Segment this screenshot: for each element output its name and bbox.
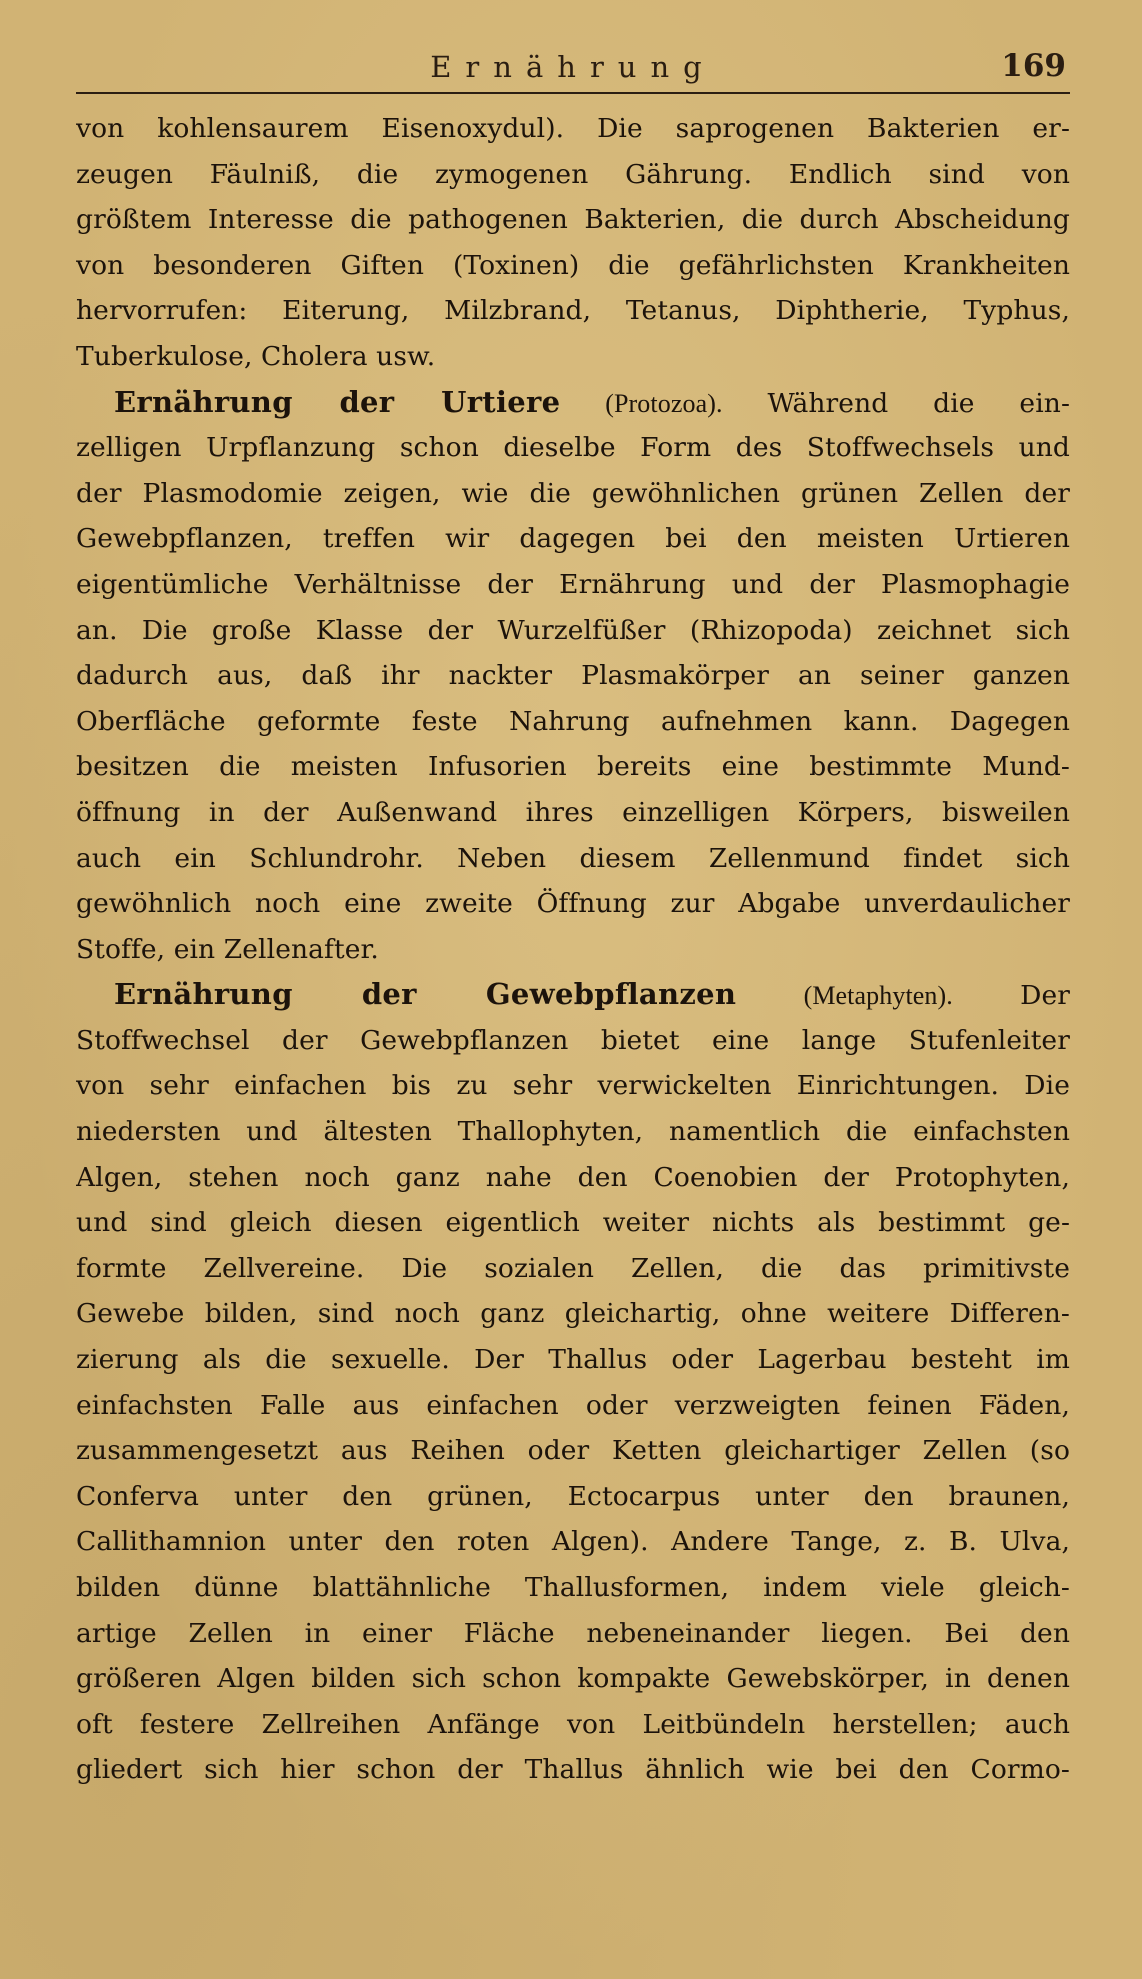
text-line: artige Zellen in einer Fläche nebeneinander liegen. Bei den [76,1617,1070,1649]
latin-term: (Protozoa). [605,388,723,418]
text-line: hervorrufen: Eiterung, Milzbrand, Tetanus, Diphtherie, Typhus, [76,295,1070,327]
page-number: 169 [1001,48,1066,84]
text-fragment: Während die ein- [767,387,1070,419]
text-fragment: Der [1020,980,1070,1012]
text-line: oft festere Zellreihen Anfänge von Leitbündeln herstellen; auch [76,1708,1070,1740]
text-line: niedersten und ältesten Thallophyten, namentlich die einfachsten [76,1116,1070,1148]
text-line: Stoffwechsel der Gewebpflanzen bietet eine lange Stufenleiter [76,1024,1070,1056]
text-line: zeugen Fäulniß, die zymogenen Gährung. Endlich sind von [76,158,1070,190]
running-title: Ernährung [430,50,716,84]
text-line: gliedert sich hier schon der Thallus ähnlich wie bei den Cormo- [76,1754,1070,1786]
text-line: zierung als die sexuelle. Der Thallus oder Lagerbau besteht im [76,1344,1070,1376]
text-line: größtem Interesse die pathogenen Bakterien, die durch Abscheidung [76,204,1070,236]
text-line: Gewebpflanzen, treffen wir dagegen bei den meisten Urtieren [76,523,1070,555]
text-line: Algen, stehen noch ganz nahe den Coenobien der Protophyten, [76,1161,1070,1193]
text-line: Gewebe bilden, sind noch ganz gleichartig, ohne weitere Differen- [76,1298,1070,1330]
text-line: an. Die große Klasse der Wurzelfüßer (Rhizopoda) zeichnet sich [76,614,1070,646]
text-line: bilden dünne blattähnliche Thallusformen, indem viele gleich- [76,1572,1070,1603]
text-line: formte Zellvereine. Die sozialen Zellen, die das primitivste [76,1252,1070,1284]
text-line: zelligen Urpflanzung schon dieselbe Form des Stoffwechsels und [76,432,1070,464]
section-heading-line [76,972,1070,1018]
text-line: öffnung in der Außenwand ihres einzelligen Körpers, bisweilen [76,796,1070,828]
text-line: und sind gleich diesen eigentlich weiter nichts als bestimmt ge- [76,1207,1070,1239]
text-line: gewöhnlich noch eine zweite Öffnung zur Abgabe unverdaulicher [76,888,1070,920]
text-line: Oberfläche geformte feste Nahrung aufnehmen kann. Dagegen [76,705,1070,737]
text-line: dadurch aus, daß ihr nackter Plasmakörper an seiner ganzen [76,660,1070,692]
body-text [76,106,1070,1793]
text-line: besitzen die meisten Infusorien bereits eine bestimmte Mund- [76,751,1070,783]
text-line: von sehr einfachen bis zu sehr verwickelten Einrichtungen. Die [76,1070,1070,1102]
text-line: zusammengesetzt aus Reihen oder Ketten gleichartiger Zellen (so [76,1435,1070,1467]
text-line: der Plasmodomie zeigen, wie die gewöhnlichen grünen Zellen der [76,477,1070,509]
section-heading-urtiere: Ernährung der Urtiere [114,384,561,419]
text-line: eigentümliche Verhältnisse der Ernährung und der Plasmophagie [76,568,1070,600]
section-heading-line [76,380,1070,426]
text-line: Tuberkulose, Cholera usw. [76,340,436,372]
text-line: Callithamnion unter den roten Algen). Andere Tange, z. B. Ulva, [76,1526,1070,1558]
text-line: größeren Algen bilden sich schon kompakte Gewebskörper, in denen [76,1663,1070,1695]
text-line: einfachsten Falle aus einfachen oder verzweigten feinen Fäden, [76,1389,1070,1421]
book-page [76,40,1070,1940]
section-heading-gewebpflanzen: Ernährung der Gewebpflanzen [114,977,737,1012]
text-line: Conferva unter den grünen, Ectocarpus unter den braunen, [76,1480,1070,1512]
text-line: von besonderen Giften (Toxinen) die gefährlichsten Krankheiten [76,249,1070,281]
text-line: Stoffe, ein Zellenafter. [76,933,379,965]
latin-term: (Metaphyten). [803,981,953,1011]
text-line: auch ein Schlundrohr. Neben diesem Zellenmund findet sich [76,842,1070,874]
running-header [76,40,1070,94]
text-line: von kohlensaurem Eisenoxydul). Die saprogenen Bakterien er- [76,113,1070,144]
